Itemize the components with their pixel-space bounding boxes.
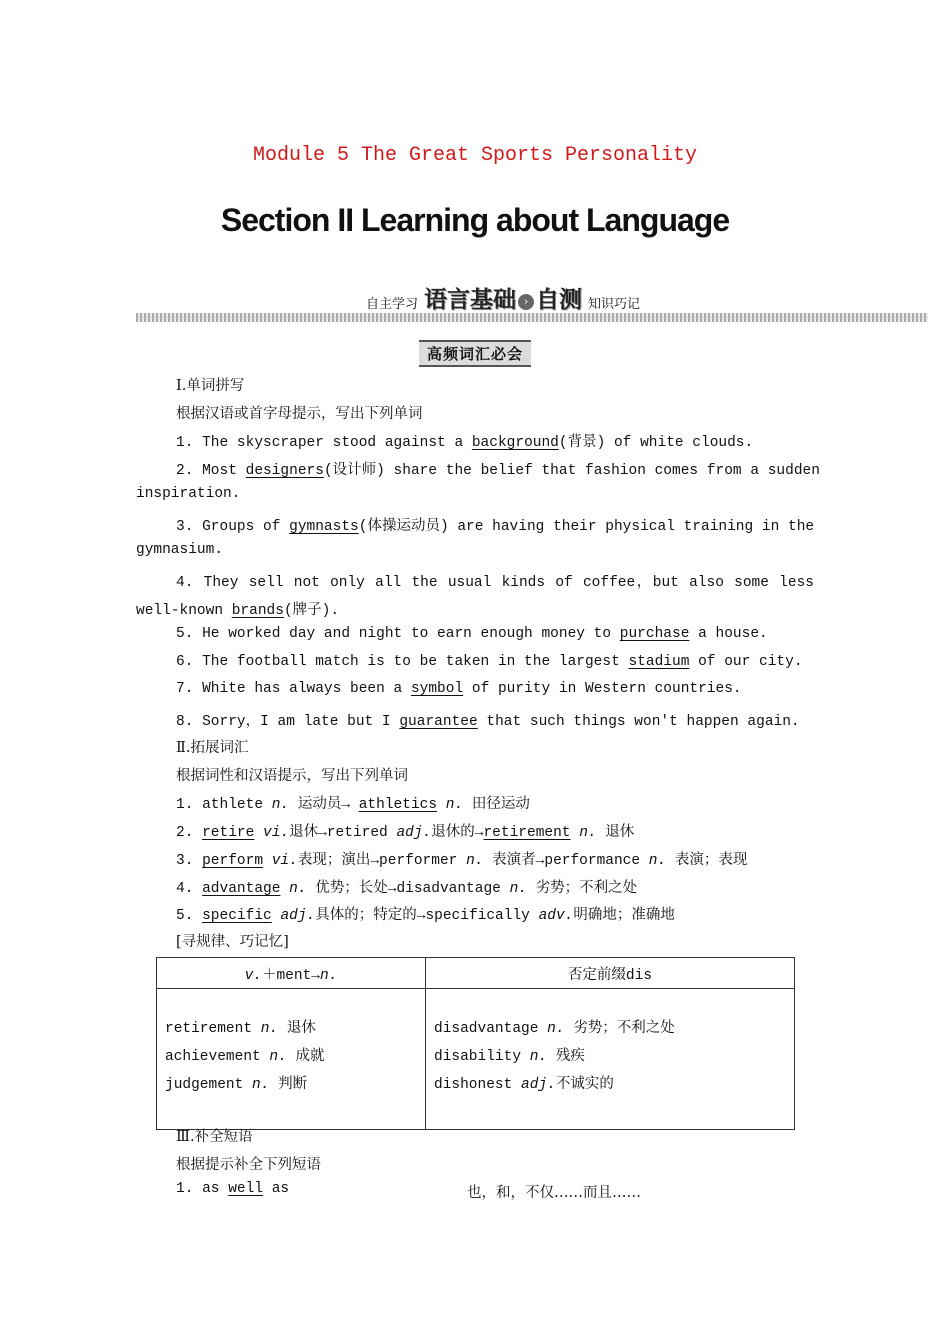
banner-left-label: 自主学习 xyxy=(366,293,418,314)
dotted-divider xyxy=(136,313,928,322)
answer: retire xyxy=(202,825,255,841)
list-item: 1. athlete n. 运动员→ athletics n. 田径运动 xyxy=(176,797,530,813)
table-header-right: 否定前缀dis xyxy=(426,958,795,989)
memory-tip: [寻规律、巧记忆] xyxy=(176,934,289,950)
list-item: 7. White has always been a symbol of purity in Western countries. xyxy=(176,681,742,697)
answer: designers xyxy=(245,463,324,479)
table-row: disability n. 残疾 xyxy=(434,1049,585,1065)
banner-right-label: 知识巧记 xyxy=(588,293,640,314)
list-item: 8. Sorry，I am late but I guarantee that such things won't happen again. xyxy=(176,714,800,730)
list-item: 6. The football match is to be taken in the largest stadium of our city. xyxy=(176,654,803,670)
answer: gymnasts xyxy=(289,519,359,535)
table-cell-left xyxy=(157,989,426,1130)
answer: perform xyxy=(202,853,264,869)
list-item-continuation: gymnasium. xyxy=(136,542,224,558)
part1-instruction: 根据汉语或首字母提示，写出下列单词 xyxy=(176,406,423,422)
list-item: 5. specific adj.具体的；特定的→specifically adv.明确地；准确地 xyxy=(176,908,675,924)
answer: athletics xyxy=(358,797,438,813)
table-row: dishonest adj.不诚实的 xyxy=(434,1077,614,1093)
list-item-continuation: inspiration. xyxy=(136,486,241,502)
banner-main-label-2: 自测 xyxy=(536,287,583,313)
part2-heading: Ⅱ.拓展词汇 xyxy=(176,740,249,756)
list-item: 1. The skyscraper stood against a background(背景) of white clouds. xyxy=(176,435,754,451)
answer: retirement xyxy=(483,825,571,841)
table-row: judgement n. 判断 xyxy=(165,1077,308,1093)
list-item: 2. retire vi.退休→retired adj.退休的→retirement n. 退休 xyxy=(176,825,635,841)
phrase-meaning: 也，和，不仅……而且…… xyxy=(467,1185,641,1201)
list-item-continuation: well-known brands(牌子). xyxy=(136,603,340,619)
answer: guarantee xyxy=(399,714,478,730)
table-row: achievement n. 成就 xyxy=(165,1049,325,1065)
banner-main-label-1: 语言基础 xyxy=(424,287,517,313)
list-item: 3. Groups of gymnasts(体操运动员) are having their physical training in the xyxy=(176,519,815,535)
part2-instruction: 根据词性和汉语提示，写出下列单词 xyxy=(176,768,408,784)
answer: well xyxy=(228,1181,264,1197)
subheading-label: 高频词汇必会 xyxy=(419,340,531,367)
part3-instruction: 根据提示补全下列短语 xyxy=(176,1157,321,1173)
list-item: 4. advantage n. 优势；长处→disadvantage n. 劣势；不利之处 xyxy=(176,881,638,897)
answer: symbol xyxy=(410,681,464,697)
part1-heading: Ⅰ.单词拼写 xyxy=(176,378,245,394)
answer: brands xyxy=(231,603,284,619)
list-item: 4. They sell not only all the usual kinds of coffee，but also some less xyxy=(176,575,814,591)
chevron-right-icon: › xyxy=(518,294,534,310)
table-row: disadvantage n. 劣势；不利之处 xyxy=(434,1021,675,1037)
subheading xyxy=(0,340,950,367)
answer: purchase xyxy=(619,626,690,642)
list-item: 3. perform vi.表现；演出→performer n. 表演者→performance n. 表演；表现 xyxy=(176,853,748,869)
list-item: 1. as well as xyxy=(176,1181,290,1197)
module-title: Module 5 The Great Sports Personality xyxy=(252,144,698,167)
part3-heading: Ⅲ.补全短语 xyxy=(176,1129,253,1145)
answer: specific xyxy=(202,908,272,924)
table-cell-right xyxy=(426,989,795,1130)
list-item: 2. Most designers(设计师) share the belief that fashion comes from a sudden xyxy=(176,463,820,479)
table-header-left: v.＋ment→n. xyxy=(157,958,426,989)
section-title: Section II Learning about Language xyxy=(220,202,730,238)
table-row: retirement n. 退休 xyxy=(165,1021,316,1037)
answer: stadium xyxy=(628,654,690,670)
answer: background xyxy=(471,435,559,451)
section-banner xyxy=(360,286,646,314)
answer: advantage xyxy=(202,881,281,897)
list-item: 5. He worked day and night to earn enough money to purchase a house. xyxy=(176,626,768,642)
word-formation-table xyxy=(156,957,795,1130)
